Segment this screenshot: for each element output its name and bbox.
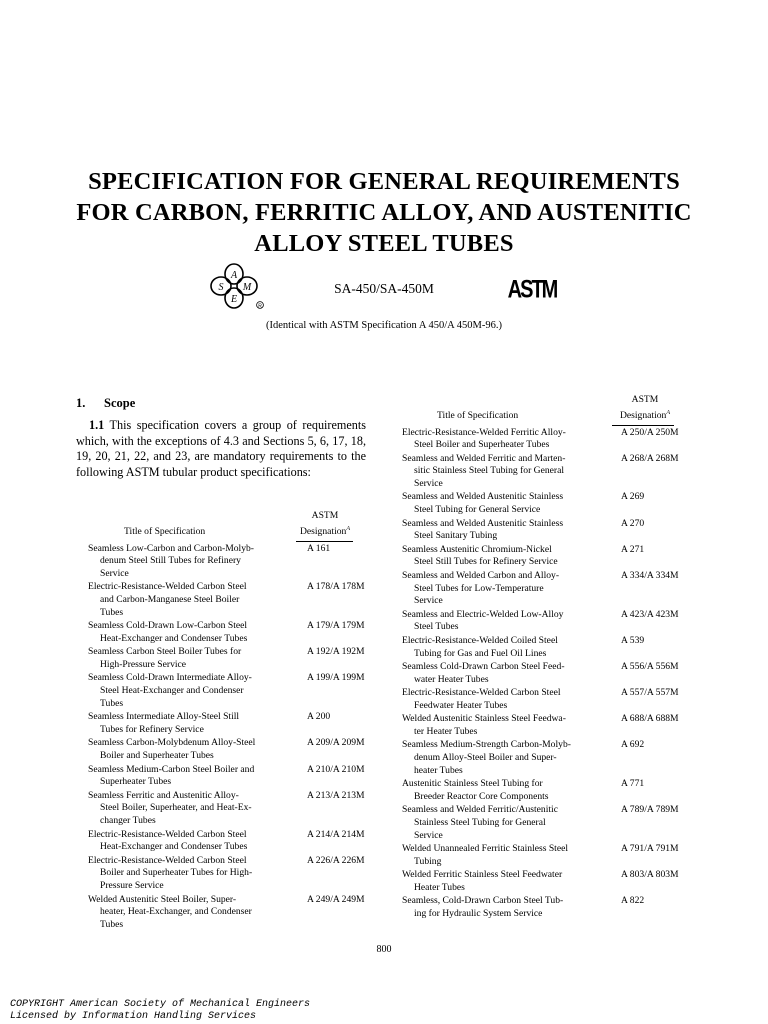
footnote-marker: A (666, 410, 671, 417)
asme-letter: S (218, 282, 224, 293)
spec-title (76, 737, 295, 763)
astm-logo-icon (507, 264, 557, 310)
spec-title-line: Seamless Medium-Carbon Steel Boiler and (88, 763, 255, 775)
identical-note: (Identical with ASTM Specification A 450/A 450M-96.) (266, 320, 502, 331)
table-row (390, 661, 690, 687)
spec-title (390, 609, 610, 635)
table-header (390, 386, 690, 426)
designation-column-header (613, 394, 677, 423)
table-row (390, 427, 690, 453)
table-body (390, 427, 690, 921)
designation-header-line: Designation (299, 526, 347, 538)
table-row (390, 739, 690, 777)
table-row (76, 855, 366, 893)
spec-title-line: Seamless and Welded Ferritic/Austenitic (402, 804, 558, 816)
title-column-header: Title of Specification (437, 410, 519, 422)
spec-title (76, 711, 295, 737)
spec-title-line: Seamless Ferritic and Austenitic Alloy- (88, 789, 239, 801)
spec-title-line: Feedwater Heater Tubes (414, 699, 508, 711)
spec-title-line: Tubing (414, 855, 442, 867)
spec-title-line: Steel Boiler and Superheater Tubes (414, 439, 550, 451)
spec-title (390, 778, 610, 804)
spec-title-line: Pressure Service (100, 880, 164, 892)
table-row (390, 518, 690, 544)
spec-title-line: Seamless Medium-Strength Carbon-Molyb- (402, 739, 571, 751)
copyright-footer (10, 999, 310, 1023)
spec-title-line: Welded Austenitic Steel Boiler, Super- (88, 893, 237, 905)
section-title: Scope (104, 396, 136, 410)
spec-title-line: Stainless Steel Tubing for General (414, 816, 546, 828)
spec-designation: A 270 (621, 517, 645, 529)
spec-title (390, 570, 610, 608)
spec-title (390, 713, 610, 739)
spec-designation: A 209/A 209M (307, 737, 365, 749)
spec-title-line: Service (414, 829, 443, 841)
spec-title-line: Steel Heat-Exchanger and Condenser (100, 685, 244, 697)
paragraph-text: This specification covers a group of requirements which, with the exceptions of 4.3 and Sections 5, 6, 17, 18, 19, 20, 21, 22, and 23, are mandatory requirements to the following ASTM tubular product specifications: (76, 418, 367, 479)
spec-title-line: sitic Stainless Steel Tubing for General (414, 465, 565, 477)
spec-title-line: High-Pressure Service (100, 659, 187, 671)
spec-designation: A 556/A 556M (621, 660, 679, 672)
section-number: 1. (76, 396, 86, 410)
footer-line: Licensed by Information Handling Services (10, 1011, 257, 1022)
table-row (76, 711, 366, 737)
table-row (76, 737, 366, 763)
spec-title-line: Tubes (100, 606, 124, 618)
spec-designation: A 539 (621, 634, 645, 646)
page-number: 800 (376, 944, 392, 955)
astm-logo-text: ASTM (507, 275, 557, 304)
section-heading (76, 396, 135, 411)
table-row (390, 687, 690, 713)
spec-designation: A 803/A 803M (621, 869, 679, 881)
document-title (0, 166, 768, 259)
spec-title-line: denum Alloy-Steel Boiler and Super- (414, 751, 557, 763)
spec-title-line: Seamless Austenitic Chromium-Nickel (402, 543, 552, 555)
spec-title (76, 855, 295, 893)
footnote-marker: A (346, 526, 351, 533)
spec-title-line: Seamless and Welded Carbon and Alloy- (402, 569, 560, 581)
spec-title-line: Seamless Intermediate Alloy-Steel Still (88, 711, 240, 723)
spec-designation: A 199/A 199M (307, 672, 365, 684)
spec-title-line: Heat-Exchanger and Condenser Tubes (100, 841, 248, 853)
spec-designation: A 271 (621, 543, 645, 555)
spec-designation: A 771 (621, 778, 645, 790)
spec-title-line: Seamless Cold-Drawn Carbon Steel Feed- (402, 660, 565, 672)
spec-title-line: Steel Boiler, Superheater, and Heat-Ex- (100, 802, 252, 814)
spec-title (76, 672, 295, 710)
spec-designation: A 192/A 192M (307, 646, 365, 658)
asme-letter: A (230, 270, 238, 281)
spec-title-line: Boiler and Superheater Tubes for High- (100, 867, 253, 879)
spec-designation: A 210/A 210M (307, 763, 365, 775)
spec-title-line: Service (414, 595, 443, 607)
spec-title-line: Service (100, 568, 129, 580)
spec-title-line: Steel Tubes for Low-Temperature (414, 582, 544, 594)
spec-designation: A 557/A 557M (621, 686, 679, 698)
spec-title-line: Seamless and Welded Ferritic and Marten- (402, 452, 566, 464)
spec-designation: A 268/A 268M (621, 452, 679, 464)
spec-title-line: Welded Unannealed Ferritic Stainless Steel (402, 843, 569, 854)
spec-title (390, 804, 610, 842)
spec-title (76, 829, 295, 855)
spec-title-line: changer Tubes (100, 815, 156, 827)
spec-designation: A 200 (307, 711, 331, 723)
spec-title-line: Steel Tubes (414, 621, 459, 633)
table-row (76, 790, 366, 828)
table-row (76, 581, 366, 619)
spec-title-line: Boiler and Superheater Tubes (100, 750, 214, 762)
table-row (76, 894, 366, 932)
table-row (390, 491, 690, 517)
paragraph-number: 1.1 (89, 418, 105, 432)
footer-line: COPYRIGHT American Society of Mechanical Engineers (10, 999, 311, 1010)
spec-title-line: water Heater Tubes (414, 673, 489, 685)
spec-title-line: Seamless Carbon-Molybdenum Alloy-Steel (88, 737, 256, 749)
spec-title-line: Seamless Cold-Drawn Low-Carbon Steel (88, 620, 248, 632)
table-row (390, 895, 690, 921)
designation-header-line: ASTM (311, 510, 339, 522)
spec-title-line: heater, Heat-Exchanger, and Condenser (100, 906, 252, 918)
spec-title (390, 739, 610, 777)
table-row (76, 764, 366, 790)
spec-title-line: Seamless and Welded Austenitic Stainless (402, 491, 564, 503)
spec-title-line: Steel Tubing for General Service (414, 504, 541, 516)
spec-title (390, 843, 610, 869)
spec-title-line: Superheater Tubes (100, 776, 172, 788)
table-row (390, 570, 690, 608)
spec-designation: A 161 (307, 542, 331, 554)
spec-title-line: Seamless and Electric-Welded Low-Alloy (402, 608, 564, 620)
table-row (390, 843, 690, 869)
spec-designation: A 249/A 249M (307, 893, 365, 905)
registered-mark: R (258, 303, 262, 310)
spec-title-line: Heater Tubes (414, 881, 465, 893)
spec-title (76, 646, 295, 672)
spec-title-line: denum Steel Still Tubes for Refinery (100, 555, 241, 567)
spec-designation: A 334/A 334M (621, 569, 679, 581)
title-line: SPECIFICATION FOR GENERAL REQUIREMENTS (88, 168, 680, 195)
spec-title-line: and Carbon-Manganese Steel Boiler (100, 594, 240, 606)
spec-designation: A 213/A 213M (307, 789, 365, 801)
spec-designation: A 179/A 179M (307, 620, 365, 632)
table-row (390, 713, 690, 739)
spec-title-line: Welded Austenitic Stainless Steel Feedwa- (402, 713, 566, 725)
spec-title-line: Electric-Resistance-Welded Ferritic Alloy- (402, 426, 566, 438)
table-row (76, 672, 366, 710)
spec-title-line: ter Heater Tubes (414, 725, 478, 737)
table-row (390, 609, 690, 635)
table-row (76, 543, 366, 581)
spec-title-line: Steel Sanitary Tubing (414, 530, 498, 542)
spec-designation: A 692 (621, 739, 645, 751)
spec-title-line: Tubes for Refinery Service (100, 724, 204, 736)
spec-title (76, 620, 295, 646)
title-line: FOR CARBON, FERRITIC ALLOY, AND AUSTENITIC (76, 199, 692, 226)
spec-title-line: Welded Ferritic Stainless Steel Feedwater (402, 869, 563, 881)
spec-designation: A 269 (621, 491, 645, 503)
designation-header-line: Designation (619, 410, 667, 422)
asme-letter: M (242, 282, 252, 293)
spec-designation: A 423/A 423M (621, 608, 679, 620)
spec-designation: A 214/A 214M (307, 828, 365, 840)
spec-title-line: Steel Still Tubes for Refinery Service (414, 556, 558, 568)
asme-letter: E (230, 294, 238, 305)
table-row (76, 646, 366, 672)
spec-title-line: Electric-Resistance-Welded Carbon Steel (88, 828, 247, 840)
title-column-header: Title of Specification (124, 526, 206, 538)
spec-title (76, 543, 295, 581)
spec-title (390, 544, 610, 570)
table-row (390, 544, 690, 570)
spec-title (76, 894, 295, 932)
header-rule (296, 541, 353, 542)
table-body (76, 543, 366, 932)
spec-title (76, 764, 295, 790)
spec-title (390, 518, 610, 544)
spec-designation: A 250/A 250M (621, 426, 679, 438)
spec-title-line: Electric-Resistance-Welded Carbon Steel (402, 686, 561, 698)
designation-column-header (294, 510, 356, 539)
spec-designation: A 178/A 178M (307, 581, 365, 593)
spec-title (76, 790, 295, 828)
spec-title-line: ing for Hydraulic System Service (414, 907, 543, 919)
table-row (76, 620, 366, 646)
spec-title (390, 453, 610, 491)
spec-title (390, 427, 610, 453)
spec-title-line: Seamless and Welded Austenitic Stainless (402, 517, 564, 529)
spec-title-line: Austenitic Stainless Steel Tubing for (402, 778, 543, 790)
table-row (390, 869, 690, 895)
spec-title-line: Seamless Low-Carbon and Carbon-Molyb- (88, 542, 254, 554)
spec-title (76, 581, 295, 619)
designation: SA-450/SA-450M (334, 281, 434, 296)
spec-title (390, 895, 610, 921)
spec-title-line: heater Tubes (414, 764, 463, 776)
spec-title-line: Electric-Resistance-Welded Carbon Steel (88, 854, 247, 866)
spec-title (390, 687, 610, 713)
spec-title-line: Seamless Carbon Steel Boiler Tubes for (88, 646, 242, 658)
spec-title (390, 491, 610, 517)
spec-title-line: Tubes (100, 919, 124, 931)
spec-title-line: Tubes (100, 698, 124, 710)
spec-title-line: Electric-Resistance-Welded Coiled Steel (402, 634, 558, 646)
title-line: ALLOY STEEL TUBES (254, 230, 514, 257)
spec-table-left (76, 502, 366, 932)
table-header (76, 502, 366, 542)
spec-title-line: Heat-Exchanger and Condenser Tubes (100, 633, 248, 645)
scope-paragraph (76, 418, 366, 480)
table-row (390, 804, 690, 842)
spec-designation: A 789/A 789M (621, 804, 679, 816)
table-row (390, 778, 690, 804)
spec-designation: A 226/A 226M (307, 854, 365, 866)
spec-title-line: Seamless, Cold-Drawn Carbon Steel Tub- (402, 895, 564, 907)
table-row (76, 829, 366, 855)
spec-title (390, 635, 610, 661)
spec-title (390, 661, 610, 687)
spec-designation: A 791/A 791M (621, 843, 679, 854)
spec-designation: A 822 (621, 895, 645, 907)
designation-header-line: ASTM (631, 394, 659, 406)
header-rule (612, 425, 674, 426)
spec-title-line: Electric-Resistance-Welded Carbon Steel (88, 581, 247, 593)
spec-title-line: Seamless Cold-Drawn Intermediate Alloy- (88, 672, 252, 684)
spec-title (390, 869, 610, 895)
spec-table-right (390, 386, 690, 921)
spec-title-line: Tubing for Gas and Fuel Oil Lines (414, 647, 547, 659)
spec-designation: A 688/A 688M (621, 713, 679, 725)
table-row (390, 453, 690, 491)
spec-title-line: Service (414, 478, 443, 490)
spec-title-line: Breeder Reactor Core Components (414, 790, 549, 802)
table-row (390, 635, 690, 661)
